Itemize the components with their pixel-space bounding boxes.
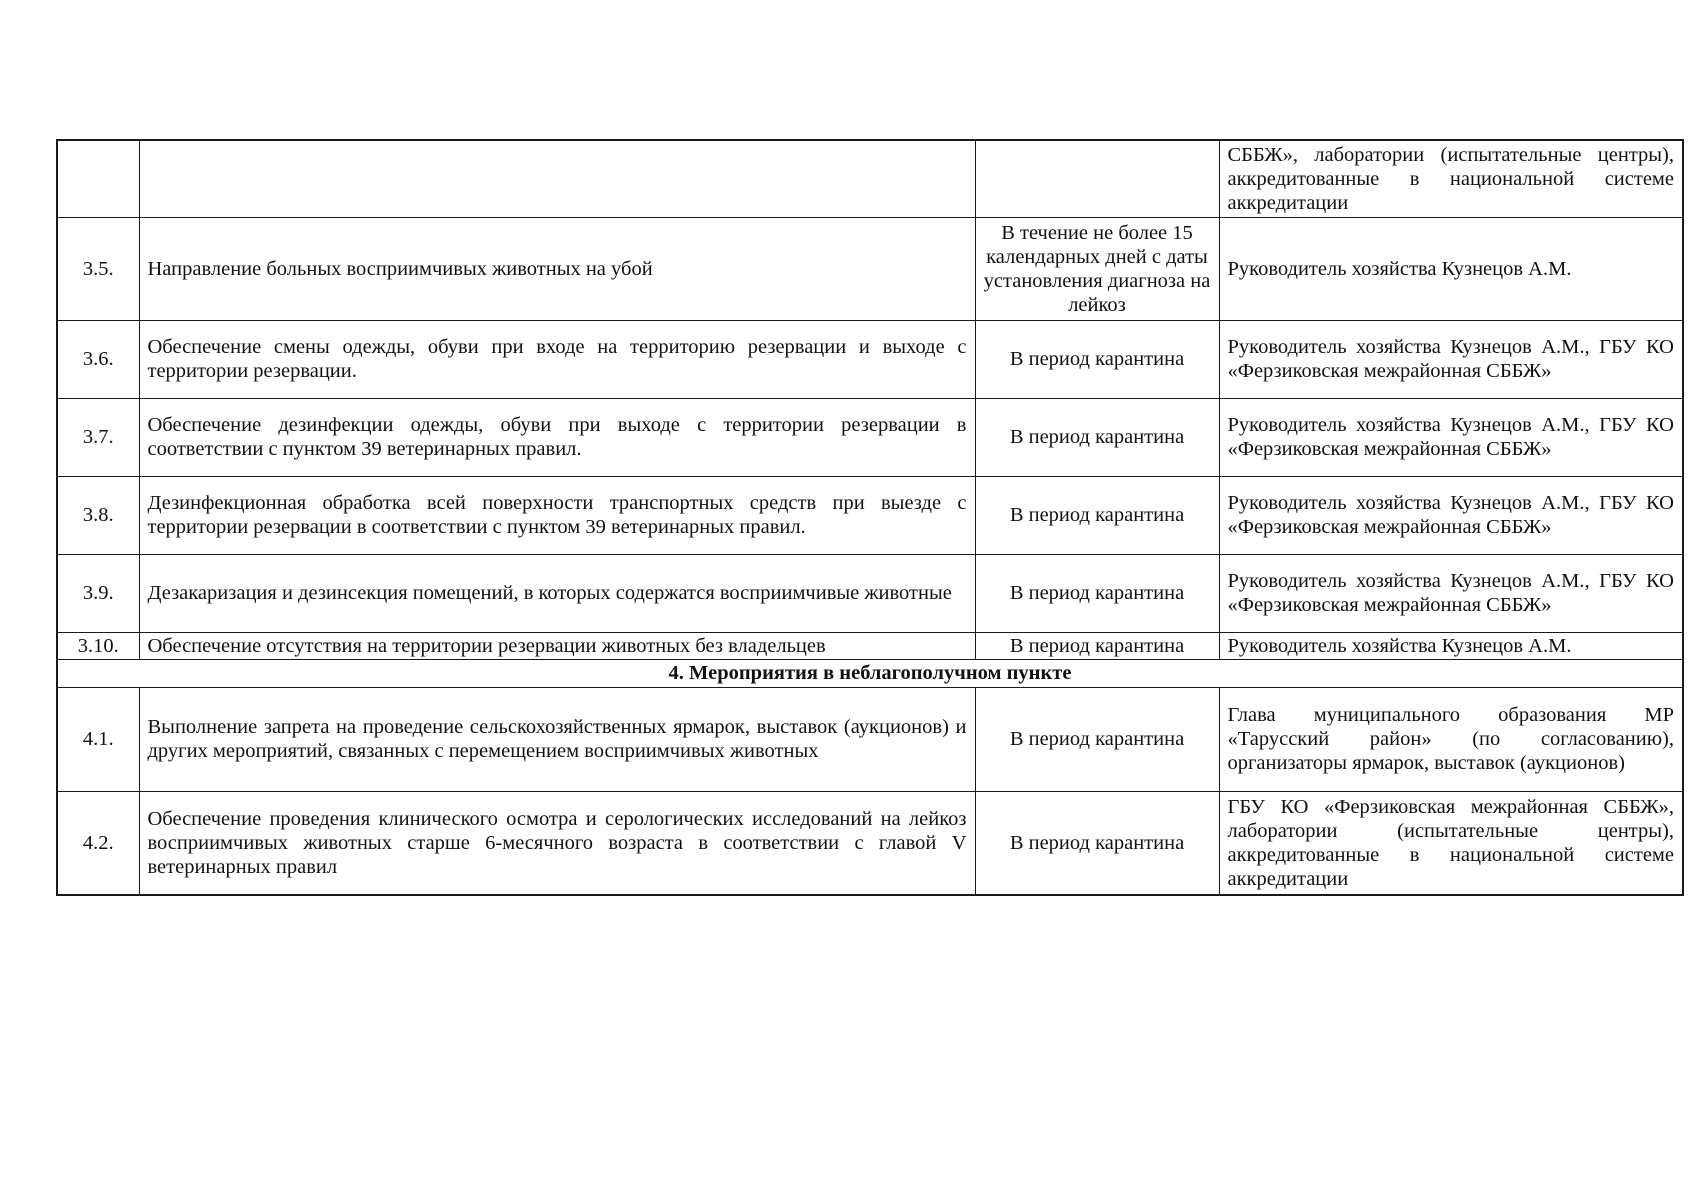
row-term: В период карантина xyxy=(975,791,1219,895)
row-number: 3.10. xyxy=(57,632,139,659)
row-term: В период карантина xyxy=(975,687,1219,791)
row-responsible: Руководитель хозяйства Кузнецов А.М., ГБУ КО «Ферзиковская межрайонная СББЖ» xyxy=(1219,476,1683,554)
row-measure xyxy=(139,140,975,217)
row-measure: Обеспечение отсутствия на территории резервации животных без владельцев xyxy=(139,632,975,659)
row-responsible: Глава муниципального образования МР «Тарусский район» (по согласованию), организаторы ярмарок, выставок (аукционов) xyxy=(1219,687,1683,791)
row-number: 4.2. xyxy=(57,791,139,895)
row-term: В период карантина xyxy=(975,398,1219,476)
row-measure: Обеспечение смены одежды, обуви при входе на территорию резервации и выходе с территории резервации. xyxy=(139,320,975,398)
row-term: В течение не более 15 календарных дней с даты установления диагноза на лейкоз xyxy=(975,217,1219,320)
row-number: 3.6. xyxy=(57,320,139,398)
section-header-row xyxy=(57,659,1683,687)
row-responsible: Руководитель хозяйства Кузнецов А.М., ГБУ КО «Ферзиковская межрайонная СББЖ» xyxy=(1219,554,1683,632)
table-row xyxy=(57,398,1683,476)
row-number: 3.8. xyxy=(57,476,139,554)
row-number: 3.5. xyxy=(57,217,139,320)
row-responsible: ГБУ КО «Ферзиковская межрайонная СББЖ», лаборатории (испытательные центры), аккредитованные в национальной системе аккредитации xyxy=(1219,791,1683,895)
table-row-continued xyxy=(57,140,1683,217)
row-term xyxy=(975,140,1219,217)
row-responsible: Руководитель хозяйства Кузнецов А.М. xyxy=(1219,217,1683,320)
row-term: В период карантина xyxy=(975,476,1219,554)
row-term: В период карантина xyxy=(975,554,1219,632)
table-row xyxy=(57,687,1683,791)
section-title: 4. Мероприятия в неблагополучном пункте xyxy=(57,659,1683,687)
row-responsible: Руководитель хозяйства Кузнецов А.М. xyxy=(1219,632,1683,659)
table-row xyxy=(57,554,1683,632)
table-row xyxy=(57,791,1683,895)
row-term: В период карантина xyxy=(975,632,1219,659)
table-row xyxy=(57,320,1683,398)
row-term: В период карантина xyxy=(975,320,1219,398)
row-number: 4.1. xyxy=(57,687,139,791)
row-responsible: Руководитель хозяйства Кузнецов А.М., ГБУ КО «Ферзиковская межрайонная СББЖ» xyxy=(1219,398,1683,476)
table-row xyxy=(57,217,1683,320)
measures-table xyxy=(56,139,1684,896)
row-measure: Направление больных восприимчивых животных на убой xyxy=(139,217,975,320)
row-number xyxy=(57,140,139,217)
table-row xyxy=(57,632,1683,659)
row-measure: Обеспечение дезинфекции одежды, обуви при выходе с территории резервации в соответствии с пунктом 39 ветеринарных правил. xyxy=(139,398,975,476)
row-measure: Дезинфекционная обработка всей поверхности транспортных средств при выезде с территории резервации в соответствии с пунктом 39 ветеринарных правил. xyxy=(139,476,975,554)
row-responsible: СББЖ», лаборатории (испытательные центры), аккредитованные в национальной системе аккредитации xyxy=(1219,140,1683,217)
row-measure: Дезакаризация и дезинсекция помещений, в которых содержатся восприимчивые животные xyxy=(139,554,975,632)
row-number: 3.9. xyxy=(57,554,139,632)
table-row xyxy=(57,476,1683,554)
row-responsible: Руководитель хозяйства Кузнецов А.М., ГБУ КО «Ферзиковская межрайонная СББЖ» xyxy=(1219,320,1683,398)
row-number: 3.7. xyxy=(57,398,139,476)
row-measure: Обеспечение проведения клинического осмотра и серологических исследований на лейкоз восприимчивых животных старше 6-месячного возраста в соответствии с главой V ветеринарных правил xyxy=(139,791,975,895)
row-measure: Выполнение запрета на проведение сельскохозяйственных ярмарок, выставок (аукционов) и других мероприятий, связанных с перемещением восприимчивых животных xyxy=(139,687,975,791)
